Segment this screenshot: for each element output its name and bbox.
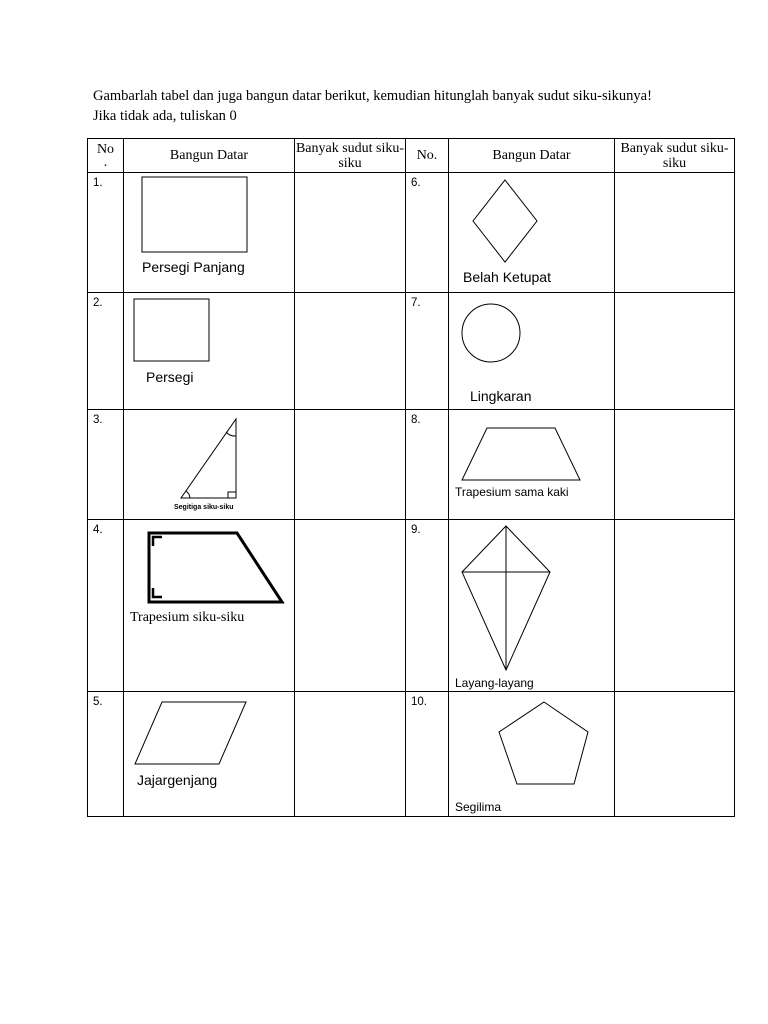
row-number: 5. [88, 692, 124, 817]
row-number: 9. [406, 520, 449, 692]
row-number: 8. [406, 410, 449, 520]
answer-cell[interactable] [295, 692, 406, 817]
shape-label: Segilima [455, 800, 502, 814]
shape-cell [124, 692, 295, 817]
shape-cell [449, 173, 615, 293]
answer-cell[interactable] [295, 293, 406, 410]
shape-cell [124, 410, 295, 520]
header-count-right: Banyak sudut siku-siku [615, 139, 735, 173]
shape-label: Persegi Panjang [142, 259, 245, 275]
shape-cell [124, 293, 295, 410]
square-icon [124, 293, 294, 409]
shape-cell [449, 293, 615, 410]
row-number: 6. [406, 173, 449, 293]
shape-label: Persegi [146, 369, 194, 385]
table-row [88, 410, 735, 520]
answer-cell[interactable] [615, 293, 735, 410]
instruction-text: Gambarlah tabel dan juga bangun datar berikut, kemudian hitunglah banyak sudut siku-sikunya! Jika tidak ada, tuliskan 0 [93, 88, 652, 124]
shape-cell [124, 520, 295, 692]
shape-label: Lingkaran [470, 388, 532, 404]
row-number: 3. [88, 410, 124, 520]
header-shape-right: Bangun Datar [449, 139, 615, 173]
shape-cell [449, 410, 615, 520]
answer-cell[interactable] [615, 692, 735, 817]
shape-label: Layang-layang [455, 676, 534, 690]
shape-label: Belah Ketupat [463, 269, 551, 285]
isosceles-trapezoid-icon [449, 410, 614, 519]
table-row [88, 520, 735, 692]
table-row [88, 293, 735, 410]
worksheet-table [87, 138, 735, 817]
right-trapezoid-icon [124, 520, 294, 691]
header-count-left: Banyak sudut siku-siku [295, 140, 405, 171]
answer-cell[interactable] [615, 520, 735, 692]
table-row [88, 173, 735, 293]
shape-cell [449, 520, 615, 692]
shape-label: Trapesium siku-siku [130, 610, 245, 625]
table-row [88, 692, 735, 817]
answer-cell[interactable] [295, 410, 406, 520]
kite-icon [449, 520, 614, 691]
answer-cell[interactable] [295, 520, 406, 692]
row-number: 2. [88, 293, 124, 410]
row-number: 4. [88, 520, 124, 692]
answer-cell[interactable] [615, 173, 735, 293]
shape-cell [124, 173, 295, 293]
shape-label: Jajargenjang [137, 772, 218, 788]
row-number: 10. [406, 692, 449, 817]
shape-label: Segitiga siku-siku [174, 504, 234, 511]
answer-cell[interactable] [295, 173, 406, 293]
answer-cell[interactable] [615, 410, 735, 520]
right-triangle-icon [124, 410, 294, 519]
parallelogram-icon [124, 692, 294, 816]
pentagon-icon [449, 692, 614, 816]
header-no-left: No . [88, 139, 124, 173]
row-number: 1. [88, 173, 124, 293]
header-no-right: No. [406, 139, 449, 173]
header-shape-left: Bangun Datar [124, 139, 295, 173]
header-row [88, 139, 735, 173]
shape-label: Trapesium sama kaki [455, 485, 569, 499]
row-number: 7. [406, 293, 449, 410]
shape-cell [449, 692, 615, 817]
